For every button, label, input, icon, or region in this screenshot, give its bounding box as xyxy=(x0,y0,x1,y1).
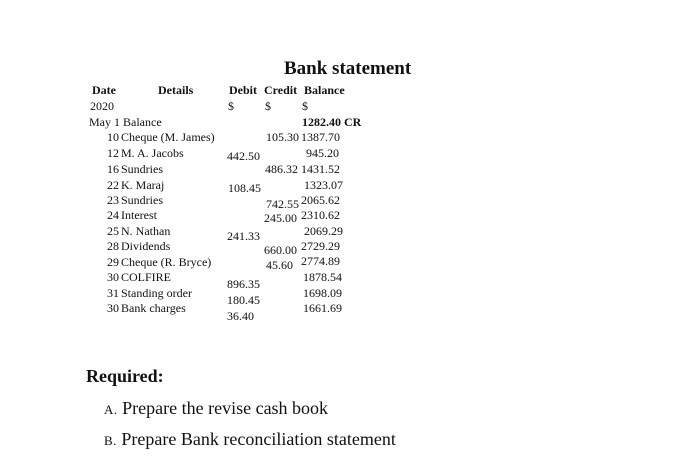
entry-debit: 36.40 xyxy=(227,309,254,323)
entry-details: M. A. Jacobs xyxy=(121,146,184,160)
entry-day: 25 xyxy=(107,224,119,238)
balance-currency: $ xyxy=(302,99,308,113)
entry-details: Cheque (R. Bryce) xyxy=(121,255,212,269)
entry-credit: 660.00 xyxy=(264,243,297,257)
entry-balance: 1878.54 xyxy=(303,270,342,284)
entry-credit: 105.30 xyxy=(266,130,299,144)
required-item-text: Prepare the revise cash book xyxy=(122,398,329,418)
entry-day: 23 xyxy=(107,193,119,207)
entry-balance: 1387.70 xyxy=(301,130,340,144)
entry-credit: 245.00 xyxy=(264,211,297,225)
entry-debit: 180.45 xyxy=(227,293,260,307)
entry-debit: 108.45 xyxy=(228,181,261,195)
entry-details: Dividends xyxy=(121,239,171,253)
year-label: 2020 xyxy=(90,99,114,113)
entry-details: Standing order xyxy=(121,286,192,300)
entry-balance: 2774.89 xyxy=(301,254,340,268)
entry-details: N. Nathan xyxy=(121,224,171,238)
required-item-b xyxy=(104,429,396,450)
debit-currency: $ xyxy=(228,99,234,113)
required-item-text: Prepare Bank reconciliation statement xyxy=(121,429,396,449)
entry-balance: 2065.62 xyxy=(301,193,340,207)
entry-credit: 742.55 xyxy=(266,197,299,211)
entry-day: 30 xyxy=(107,270,119,284)
entry-details: Sundries xyxy=(121,162,163,176)
opening-balance: 1282.40 CR xyxy=(302,115,362,129)
entry-balance: 2310.62 xyxy=(301,208,340,222)
header-details: Details xyxy=(158,83,194,97)
entry-day: 12 xyxy=(107,146,119,160)
required-item-a xyxy=(104,398,328,419)
header-debit: Debit xyxy=(229,83,257,97)
entry-day: 31 xyxy=(107,286,119,300)
header-date: Date xyxy=(92,83,116,97)
header-credit: Credit xyxy=(264,83,298,97)
entry-day: 16 xyxy=(107,162,119,176)
entry-credit: 486.32 xyxy=(265,162,298,176)
page-title: Bank statement xyxy=(284,58,412,79)
entry-details: Sundries xyxy=(121,193,163,207)
entry-day: 30 xyxy=(107,301,119,315)
opening-row xyxy=(89,115,162,130)
opening-day: 1 xyxy=(114,115,120,129)
entry-balance: 1431.52 xyxy=(301,162,340,176)
entry-debit: 896.35 xyxy=(227,277,260,291)
required-item-letter: A. xyxy=(104,402,118,417)
required-item-letter: B. xyxy=(104,433,117,448)
entry-balance: 1323.07 xyxy=(304,178,343,192)
opening-month: May xyxy=(89,115,111,129)
entry-debit: 241.33 xyxy=(227,229,260,243)
required-heading: Required: xyxy=(86,366,164,386)
entry-day: 29 xyxy=(107,255,119,269)
entry-details: Bank charges xyxy=(121,301,186,315)
entry-balance: 945.20 xyxy=(306,146,339,160)
entry-day: 28 xyxy=(107,239,119,253)
entry-balance: 2729.29 xyxy=(301,239,340,253)
entry-debit: 442.50 xyxy=(227,149,260,163)
entry-details: Cheque (M. James) xyxy=(121,130,215,144)
credit-currency: $ xyxy=(265,99,271,113)
entry-balance: 1698.09 xyxy=(303,286,342,300)
entry-day: 24 xyxy=(107,208,119,222)
opening-details: Balance xyxy=(123,115,162,129)
entry-balance: 2069.29 xyxy=(304,224,343,238)
entry-credit: 45.60 xyxy=(266,258,293,272)
entry-details: Interest xyxy=(121,208,157,222)
entry-balance: 1661.69 xyxy=(303,301,342,315)
entry-details: COLFIRE xyxy=(121,270,172,284)
header-balance: Balance xyxy=(304,83,345,97)
entry-details: K. Maraj xyxy=(121,178,165,192)
entry-day: 22 xyxy=(107,178,119,192)
entry-day: 10 xyxy=(107,130,119,144)
